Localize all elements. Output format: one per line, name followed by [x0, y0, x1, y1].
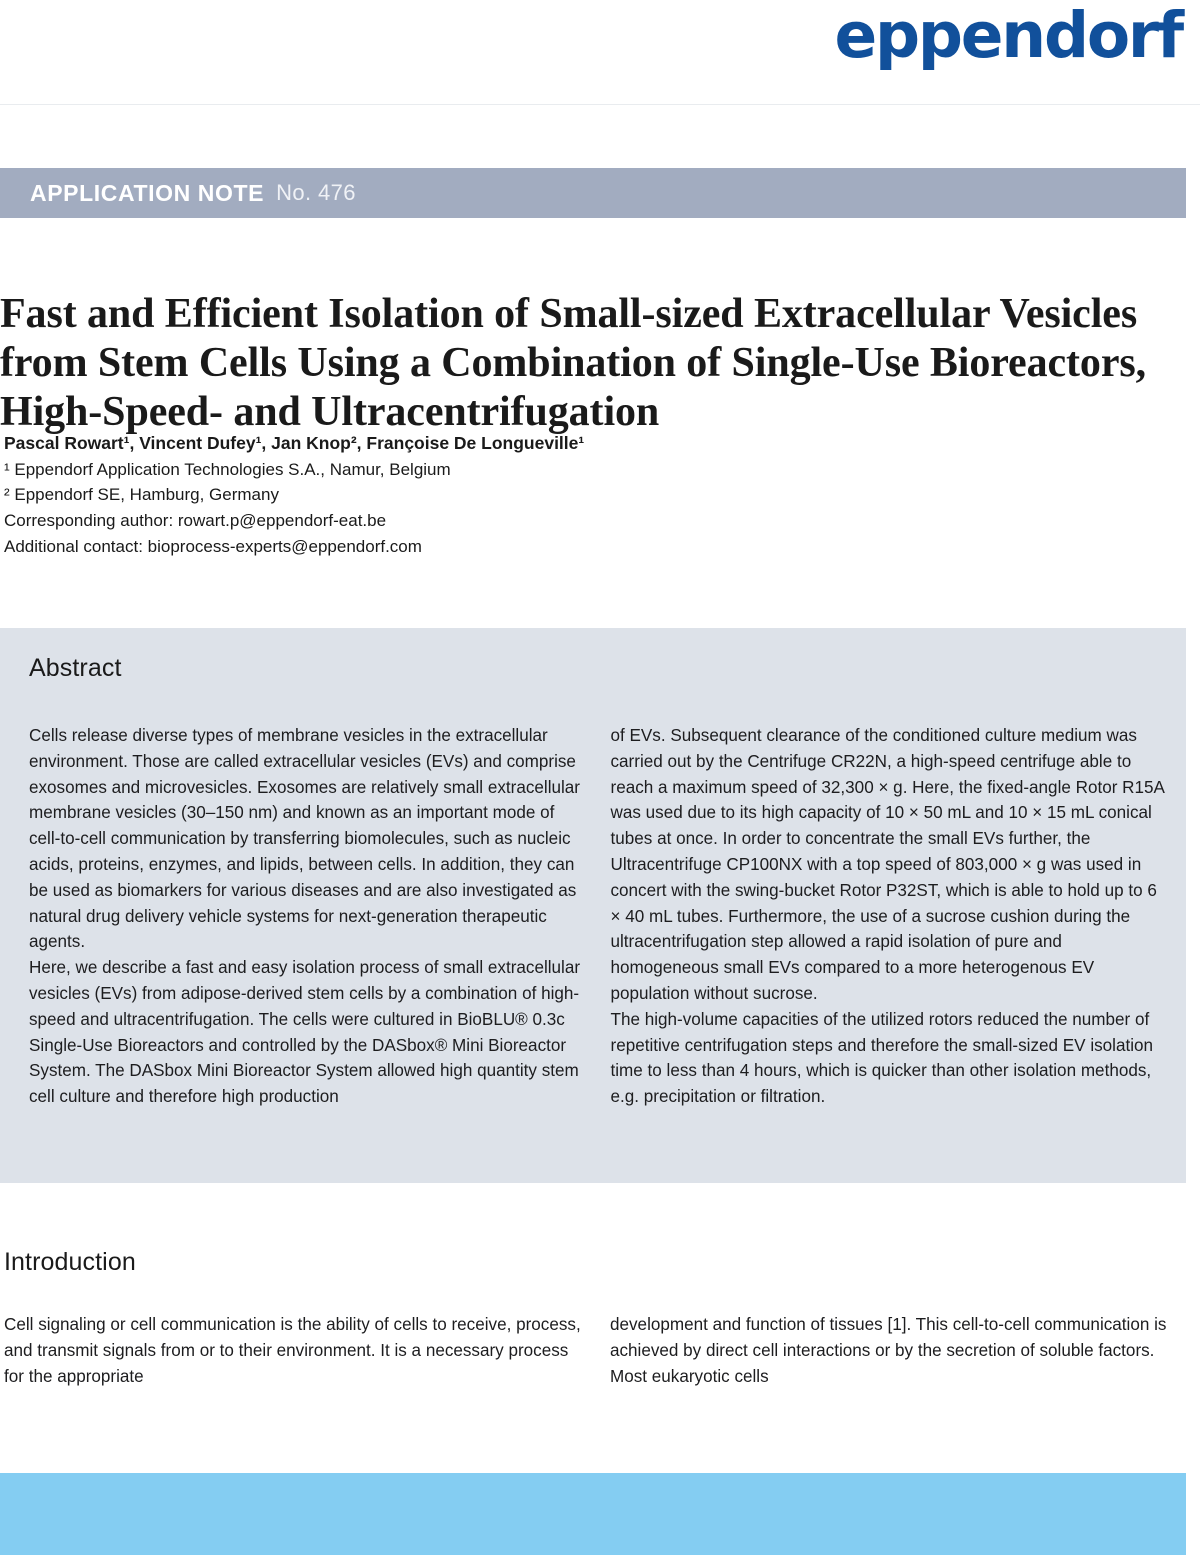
application-note-bar [0, 168, 1186, 218]
abstract-column-right [611, 723, 1165, 1110]
introduction-column-left [4, 1312, 582, 1389]
affiliation-1: ¹ Eppendorf Application Technologies S.A., Namur, Belgium [4, 459, 451, 479]
corresponding-author: Corresponding author: rowart.p@eppendorf-eat.be [4, 511, 387, 531]
page-title: Fast and Efficient Isolation of Small-sized Extracellular Vesicles from Stem Cells Using a Combination of Single-Use Bioreactors, High-Speed- and Ultracentrifugation [0, 291, 1147, 436]
logo-band [0, 0, 1200, 105]
abstract-columns [29, 723, 1164, 1110]
abstract-paragraph: of EVs. Subsequent clearance of the conditioned culture medium was carried out by the Centrifuge CR22N, a high-speed centrifuge able to reach a maximum speed of 32,300 × g. Here, the fixed-angle Rotor R15A was used due to its high capacity of 10 × 50 mL and 10 × 15 mL conical tubes at once. In order to concentrate the small EVs further, the Ultracentrifuge CP100NX with a top speed of 803,000 × g was used in concert with the swing-bucket Rotor P32ST, which is able to hold up to 6 × 40 mL tubes. Furthermore, the use of a sucrose cushion during the ultracentrifugation step allowed a rapid isolation of pure and homogeneous small EVs compared to a more heterogenous EV population without sucrose. [610, 726, 1164, 1003]
introduction-columns [4, 1312, 1188, 1389]
abstract-section [0, 628, 1186, 1183]
abstract-paragraph: Here, we describe a fast and easy isolation process of small extracellular vesicles (EVs) from adipose-derived stem cells by a combination of high-speed and ultracentrifugation. The cells were cultured in BioBLU® 0.3c Single-Use Bioreactors and controlled by the DASbox® Mini Bioreactor System. The DASbox Mini Bioreactor System allowed high quantity stem cell culture and therefore high production [29, 958, 581, 1107]
abstract-paragraph: Cells release diverse types of membrane vesicles in the extracellular environment. Those are called extracellular vesicles (EVs) and comprise exosomes and microvesicles. Exosomes are relatively small extracellular membrane vesicles (30–150 nm) and known as an important mode of cell-to-cell communication by transferring biomolecules, such as nucleic acids, proteins, enzymes, and lipids, between cells. In addition, they can be used as biomarkers for various diseases and are also investigated as natural drug delivery vehicle systems for next-generation therapeutic agents. [29, 726, 580, 952]
introduction-paragraph: development and function of tissues [1]. This cell-to-cell communication is achieved by direct cell interactions or by the secretion of soluble factors. Most eukaryotic cells [610, 1315, 1167, 1386]
application-note-number: No. 476 [276, 180, 356, 205]
introduction-column-right [610, 1312, 1188, 1389]
abstract-column-left [29, 723, 583, 1110]
introduction-heading: Introduction [4, 1248, 136, 1276]
footer-color-band [0, 1473, 1186, 1555]
eppendorf-logo: eppendorf [834, 0, 1182, 72]
application-note-kicker: APPLICATION NOTE [30, 179, 265, 206]
introduction-paragraph: Cell signaling or cell communication is the ability of cells to receive, process, and transmit signals from or to their environment. It is a necessary process for the appropriate [4, 1315, 581, 1386]
abstract-paragraph: The high-volume capacities of the utilized rotors reduced the number of repetitive centrifugation steps and therefore the small-sized EV isolation time to less than 4 hours, which is quicker than other isolation methods, e.g. precipitation or filtration. [610, 1009, 1154, 1107]
additional-contact: Additional contact: bioprocess-experts@eppendorf.com [4, 537, 422, 557]
author-names: Pascal Rowart¹, Vincent Dufey¹, Jan Knop², Françoise De Longueville¹ [4, 433, 585, 453]
affiliation-2: ² Eppendorf SE, Hamburg, Germany [4, 485, 279, 505]
abstract-heading: Abstract [29, 654, 122, 682]
authors-block [4, 430, 764, 560]
